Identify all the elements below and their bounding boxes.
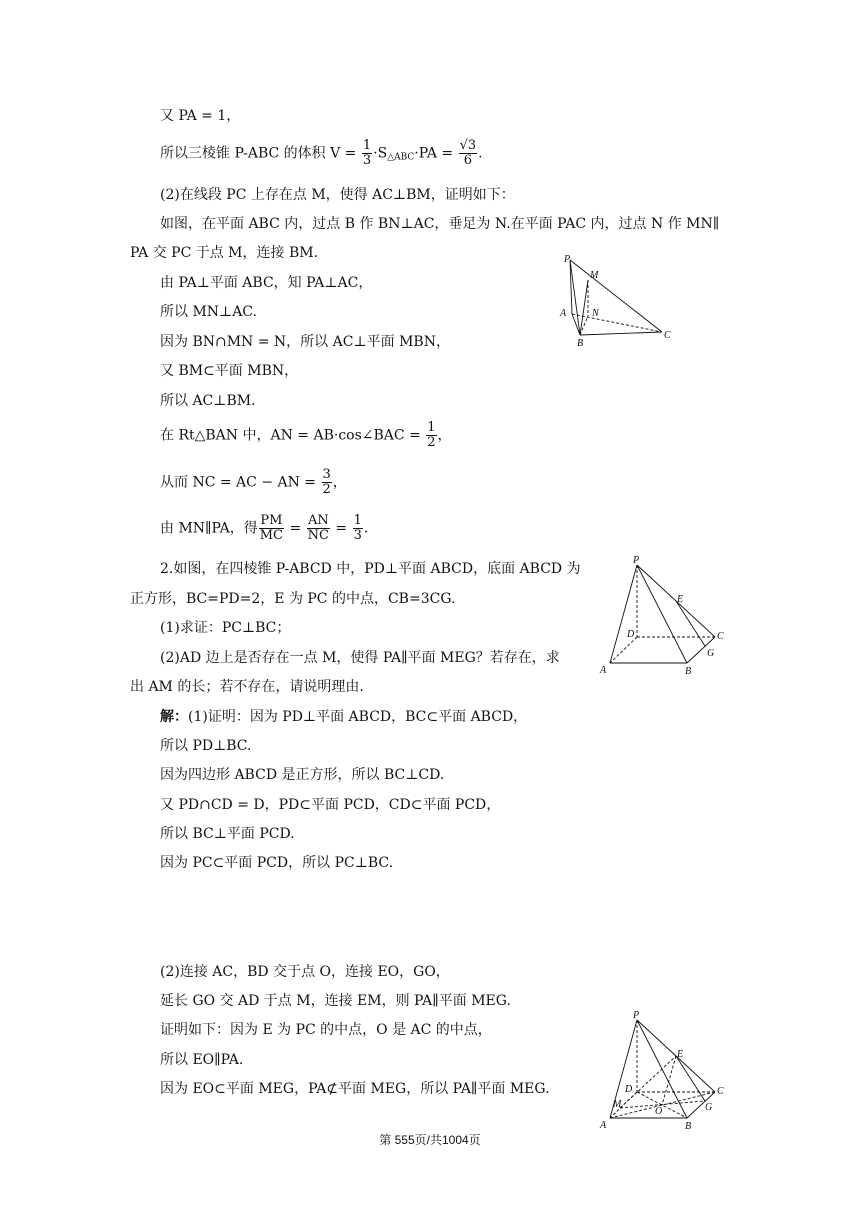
label-G: G bbox=[705, 1102, 713, 1113]
label-C: C bbox=[664, 330, 671, 341]
text-line: 如图，在平面 ABC 内，过点 B 作 BN⊥AC，垂足为 N.在平面 PAC 内，过点 N 作 MN∥ bbox=[160, 216, 720, 232]
formula-line: 由 MN∥PA，得 $\frac{PM}{MC}$ = $\frac{AN}{NC}$ = $\frac{1}{3}$ . bbox=[160, 513, 369, 543]
label-M: M bbox=[613, 1099, 622, 1110]
text-line: 证明如下：因为 E 为 PC 的中点，O 是 AC 的中点， bbox=[160, 1022, 492, 1038]
text-line: 因为 PC⊂平面 PCD，所以 PC⊥BC. bbox=[160, 855, 394, 871]
problem-statement: 2.如图，在四棱锥 P-ABCD 中，PD⊥平面 ABCD，底面 ABCD 为 bbox=[160, 561, 581, 577]
label-B: B bbox=[577, 338, 584, 349]
text-line: 所以 AC⊥BM. bbox=[160, 393, 256, 409]
text-line: 出 AM 的长；若不存在，请说明理由. bbox=[130, 679, 364, 695]
fraction: $\frac{AN}{NC}$ bbox=[307, 513, 329, 543]
text-line: 所以 MN⊥AC. bbox=[160, 304, 257, 320]
text-line: (2)AD 边上是否存在一点 M，使得 PA∥平面 MEG？若存在，求 bbox=[160, 650, 560, 666]
text-line: 所以 PD⊥BC. bbox=[160, 738, 252, 754]
text-line: 又 PA = 1， bbox=[160, 108, 241, 124]
formula-line: 从而 NC = AC − AN = $\frac{3}{2}$ ， bbox=[160, 467, 347, 497]
label-B: B bbox=[685, 1121, 692, 1132]
text-line: 因为 EO⊂平面 MEG，PA⊄平面 MEG，所以 PA∥平面 MEG. bbox=[160, 1081, 550, 1097]
pyramid-figure-3 bbox=[595, 1010, 735, 1139]
text-line: 又 BM⊂平面 MBN， bbox=[160, 363, 299, 379]
label-P: P bbox=[564, 254, 571, 265]
text-line: (1)求证：PC⊥BC； bbox=[160, 620, 291, 636]
label-N: N bbox=[592, 308, 599, 319]
fraction: $\frac{1}{3}$ bbox=[353, 513, 362, 543]
fraction: $\frac{PM}{MC}$ bbox=[259, 513, 284, 543]
label-G: G bbox=[707, 648, 715, 659]
pyramid-figure-1 bbox=[550, 250, 680, 354]
label-P: P bbox=[633, 1010, 640, 1021]
solution-heading-line: 解：(1)证明：因为 PD⊥平面 ABCD，BC⊂平面 ABCD， bbox=[160, 709, 528, 725]
label-D: D bbox=[625, 1084, 633, 1095]
text-line: 因为四边形 ABCD 是正方形，所以 BC⊥CD. bbox=[160, 767, 445, 783]
label-E: E bbox=[677, 594, 684, 605]
pyramid-figure-2 bbox=[595, 555, 735, 684]
problem-statement: 正方形，BC=PD=2，E 为 PC 的中点，CB=3CG. bbox=[130, 591, 456, 607]
formula-line: 在 Rt△BAN 中，AN = AB·cos∠BAC = $\frac{1}{2}$ ， bbox=[160, 420, 452, 450]
text-line: (2)连接 AC，BD 交于点 O，连接 EO，GO， bbox=[160, 964, 450, 980]
volume-formula-line: 所以三棱锥 P-ABC 的体积 V = $\frac{1}{3}$ $\cdot S_{\triangle ABC}\cdot PA$ = $\frac{√3}{6}$ . bbox=[160, 138, 483, 168]
label-M: M bbox=[590, 270, 599, 281]
text-line: 因为 BN∩MN = N，所以 AC⊥平面 MBN， bbox=[160, 334, 450, 350]
label-D: D bbox=[627, 629, 635, 640]
fraction: $\frac{1}{2}$ bbox=[427, 420, 436, 450]
text-line: 所以 EO∥PA. bbox=[160, 1052, 244, 1068]
label-A: A bbox=[560, 308, 567, 319]
text-line: PA 交 PC 于点 M，连接 BM. bbox=[130, 245, 319, 261]
fraction: $\frac{1}{3}$ bbox=[362, 138, 372, 168]
text-line: 由 PA⊥平面 ABC，知 PA⊥AC， bbox=[160, 275, 373, 291]
text-line: (2)在线段 PC 上存在点 M，使得 AC⊥BM，证明如下： bbox=[160, 187, 515, 203]
text-line: 延长 GO 交 AD 于点 M，连接 EM，则 PA∥平面 MEG. bbox=[160, 993, 511, 1009]
label-A: A bbox=[600, 665, 607, 676]
label-B: B bbox=[685, 666, 692, 677]
fraction: $\frac{√3}{6}$ bbox=[459, 138, 477, 168]
label-A: A bbox=[600, 1120, 607, 1131]
page-footer: 第 555页/共1004页 bbox=[379, 1133, 481, 1147]
label-E: E bbox=[677, 1049, 684, 1060]
text-line: 所以 BC⊥平面 PCD. bbox=[160, 826, 295, 842]
fraction: $\frac{3}{2}$ bbox=[322, 467, 331, 497]
label-C: C bbox=[717, 631, 724, 642]
label-C: C bbox=[717, 1086, 724, 1097]
label-O: O bbox=[655, 1106, 663, 1117]
label-P: P bbox=[633, 555, 640, 566]
text-line: 又 PD∩CD = D，PD⊂平面 PCD，CD⊂平面 PCD， bbox=[160, 797, 501, 813]
